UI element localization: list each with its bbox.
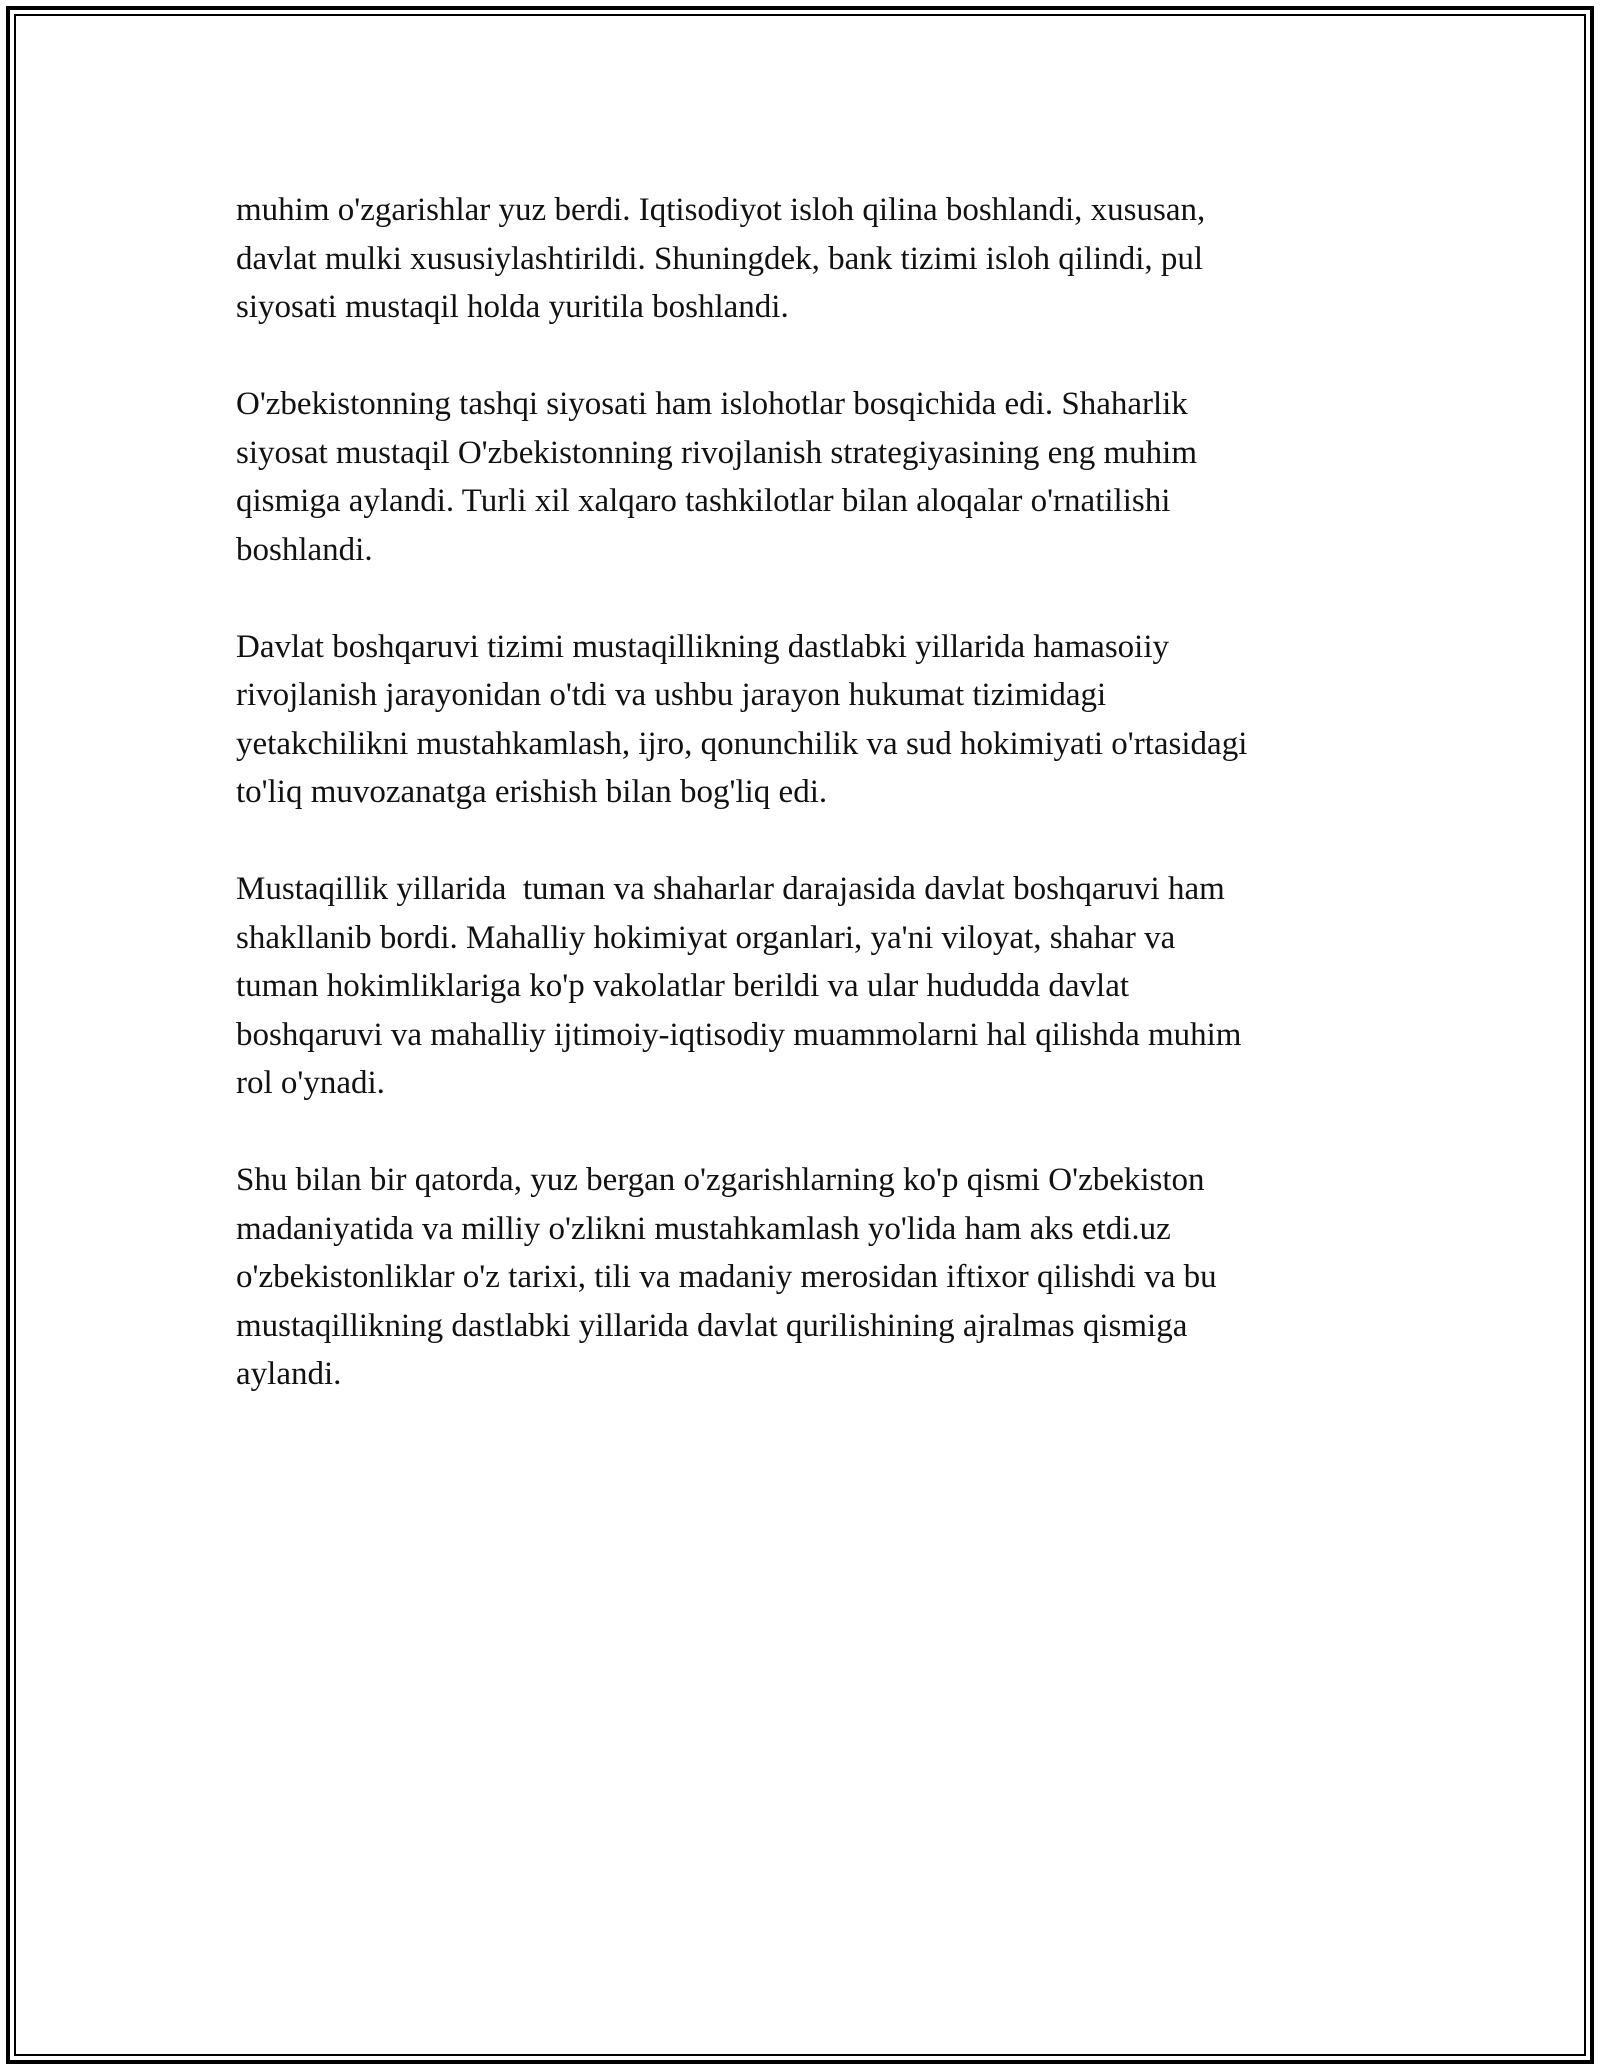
text-line: davlat mulki xususiylashtirildi. Shuningdek, bank tizimi isloh qilindi, pul <box>236 240 1204 277</box>
text-line: madaniyatida va milliy o'zlikni mustahkamlash yo'lida ham aks etdi.uz <box>236 1210 1171 1247</box>
text-line: aylandi. <box>236 1356 342 1392</box>
text-line: Mustaqillik yillarida tuman va shaharlar darajasida davlat boshqaruvi ham <box>236 871 1225 907</box>
text-line: yetakchilikni mustahkamlash, ijro, qonunchilik va sud hokimiyati o'rtasidagi <box>236 725 1248 762</box>
paragraph-4 <box>236 865 1386 1108</box>
text-line: mustaqillikning dastlabki yillarida davlat qurilishining ajralmas qismiga <box>236 1307 1188 1344</box>
paragraph-1 <box>236 186 1386 332</box>
text-line: O'zbekistonning tashqi siyosati ham islohotlar bosqichida edi. Shaharlik <box>236 386 1188 422</box>
document-body <box>236 186 1386 1447</box>
paragraph-3 <box>236 623 1386 817</box>
text-line: boshlandi. <box>236 531 373 568</box>
text-line: boshqaruvi va mahalliy ijtimoiy-iqtisodiy muammolarni hal qilishda muhim <box>236 1016 1242 1053</box>
text-line: to'liq muvozanatga erishish bilan bog'liq edi. <box>236 774 828 810</box>
text-line: tuman hokimliklariga ko'p vakolatlar berildi va ular hududda davlat <box>236 968 1130 1004</box>
text-line: rivojlanish jarayonidan o'tdi va ushbu jarayon hukumat tizimidagi <box>236 677 1107 713</box>
paragraph-2 <box>236 380 1386 574</box>
text-line: o'zbekistonliklar o'z tarixi, tili va madaniy merosidan iftixor qilishdi va bu <box>236 1259 1217 1295</box>
text-line: siyosati mustaqil holda yuritila boshlandi. <box>236 289 789 325</box>
text-line: Shu bilan bir qatorda, yuz bergan o'zgarishlarning ko'p qismi O'zbekiston <box>236 1162 1205 1198</box>
text-line: shakllanib bordi. Mahalliy hokimiyat organlari, ya'ni viloyat, shahar va <box>236 919 1176 956</box>
text-line: qismiga aylandi. Turli xil xalqaro tashkilotlar bilan aloqalar o'rnatilishi <box>236 483 1171 519</box>
text-line: rol o'ynadi. <box>236 1065 385 1101</box>
paragraph-5 <box>236 1156 1386 1399</box>
text-line: siyosat mustaqil O'zbekistonning rivojlanish strategiyasining eng muhim <box>236 434 1198 471</box>
text-line: Davlat boshqaruvi tizimi mustaqillikning dastlabki yillarida hamasoiiy <box>236 628 1170 665</box>
text-line: muhim o'zgarishlar yuz berdi. Iqtisodiyot isloh qilina boshlandi, xususan, <box>236 192 1206 228</box>
